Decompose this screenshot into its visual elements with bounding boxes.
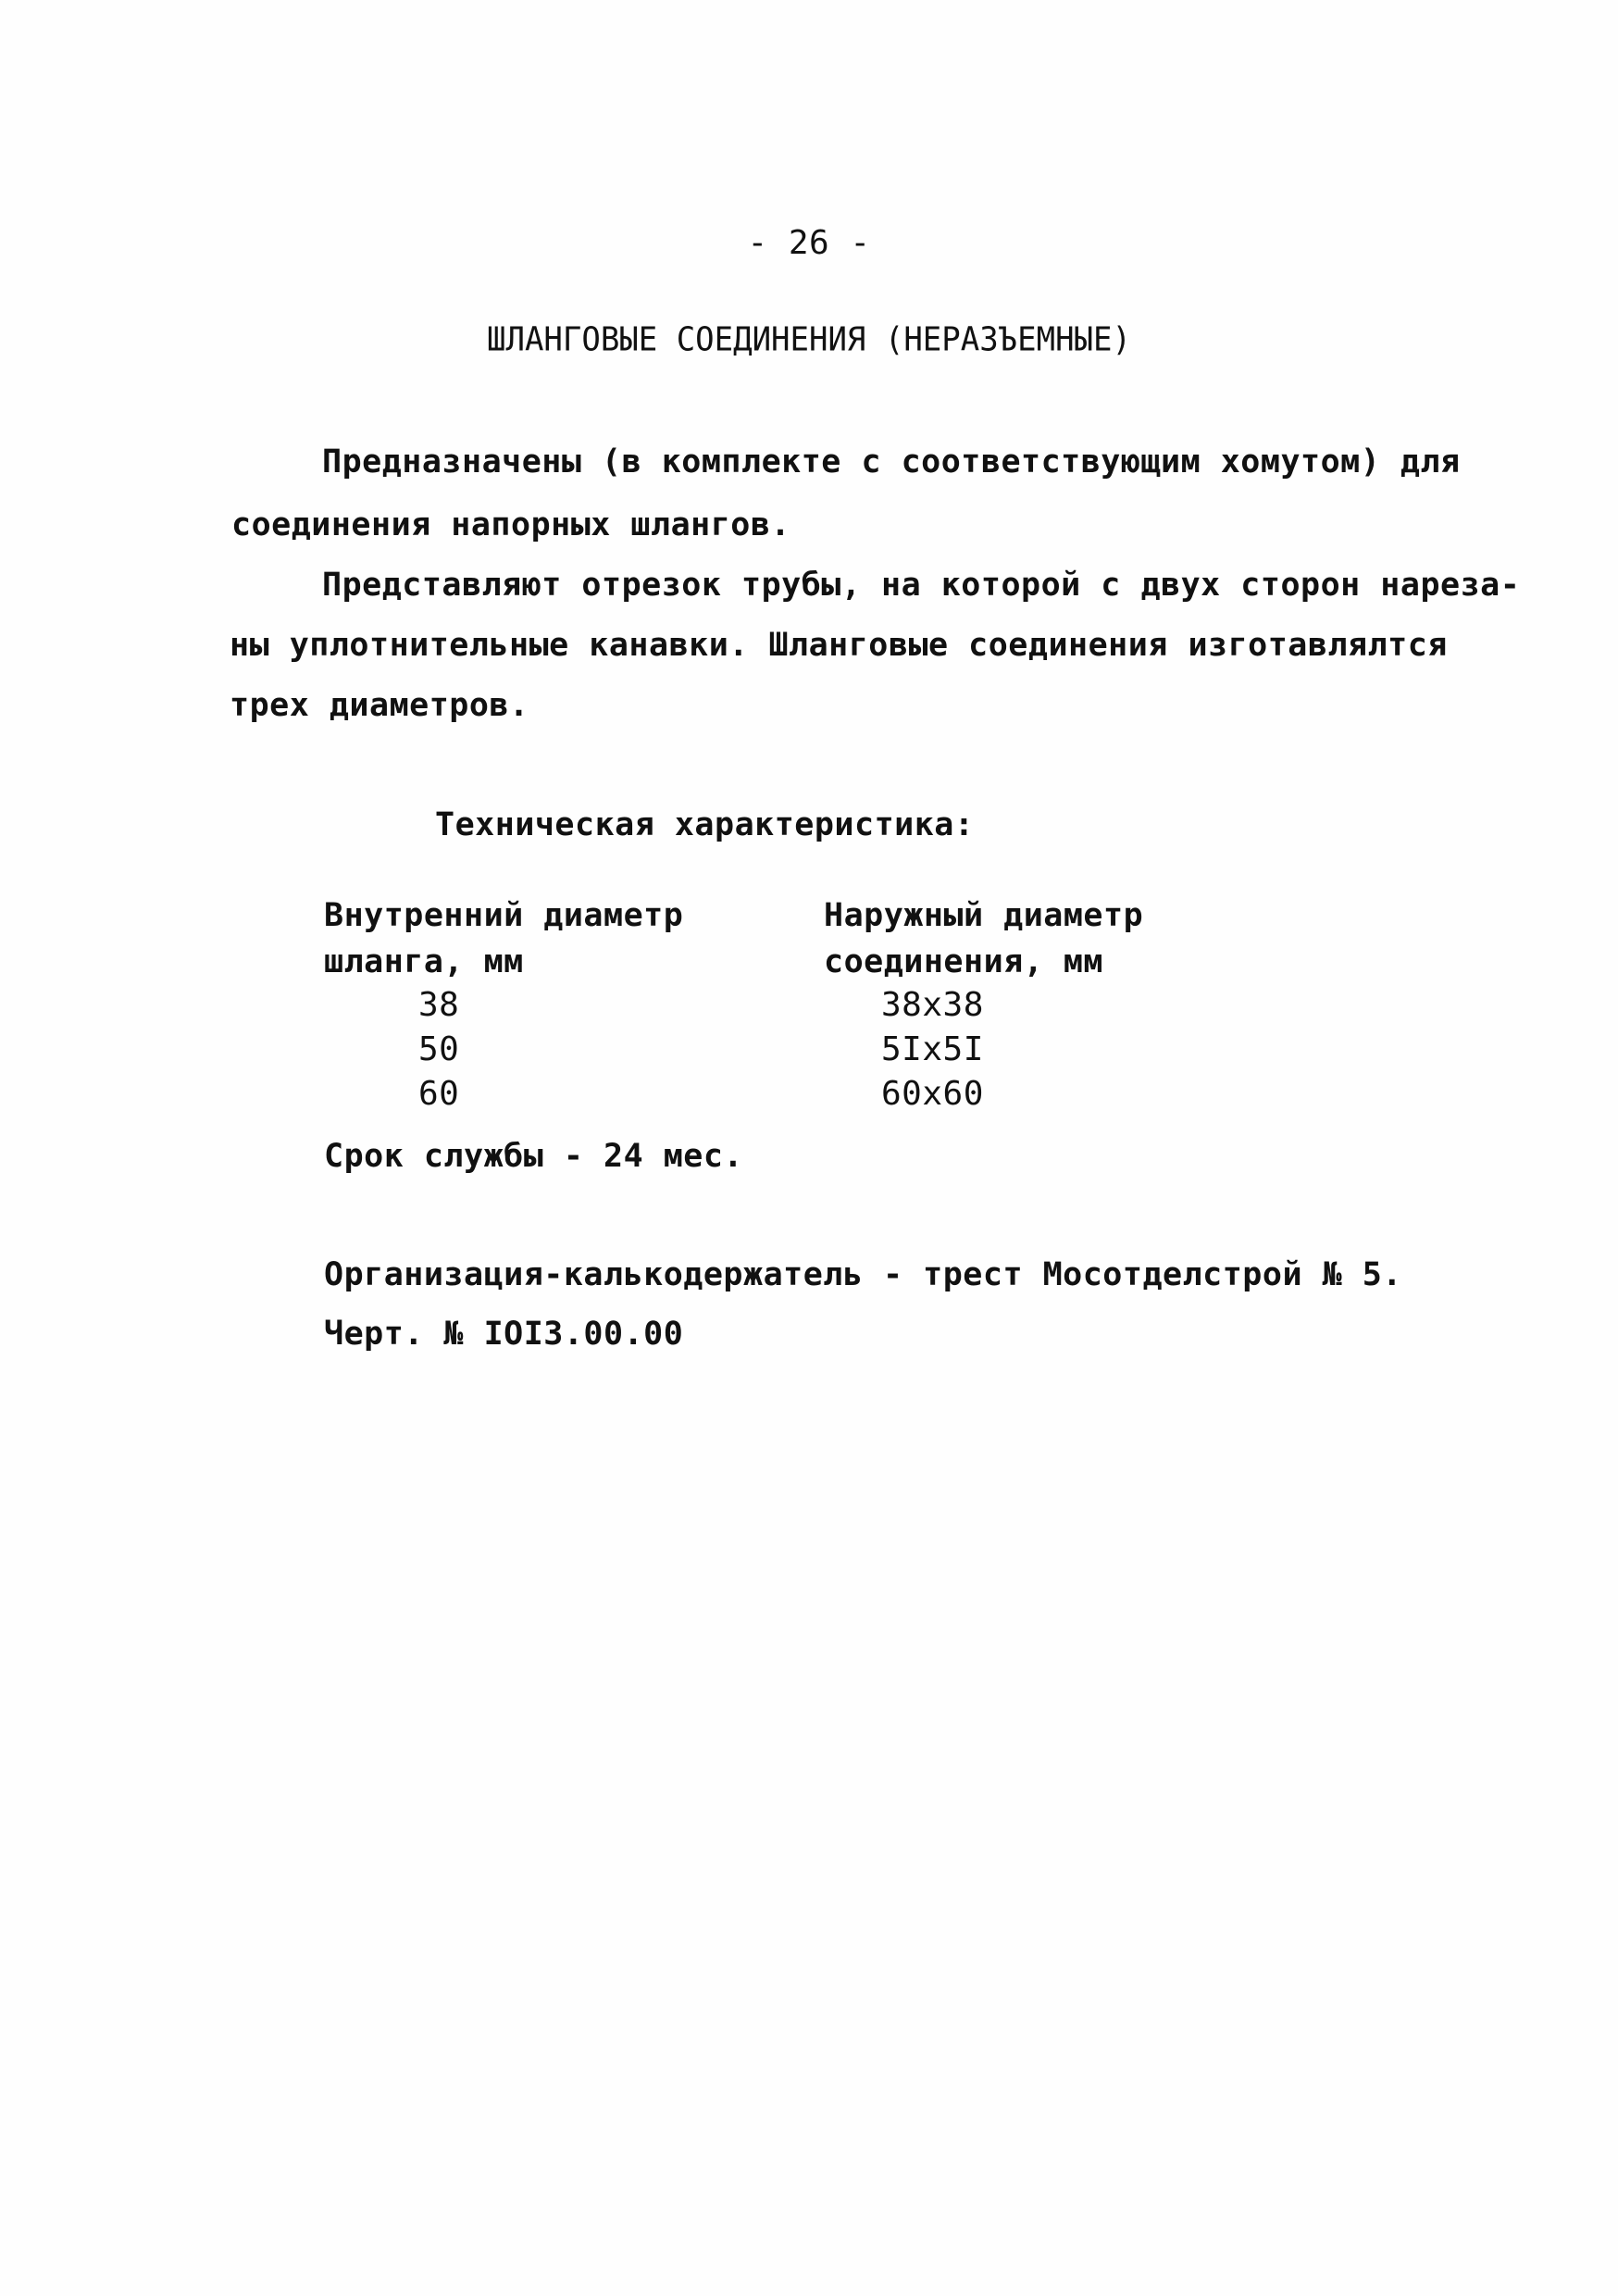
paragraph2-line-2: ны уплотнительные канавки. Шланговые соединения изготавлялтся bbox=[230, 627, 1448, 664]
table-row-2-inner: 50 bbox=[418, 1030, 460, 1068]
section-heading: ШЛАНГОВЫЕ СОЕДИНЕНИЯ (НЕРАЗЪЕМНЫЕ) bbox=[487, 320, 1131, 359]
table-row-3-inner: 60 bbox=[418, 1075, 460, 1113]
drawing-number: Черт. № IOI3.00.00 bbox=[324, 1316, 684, 1353]
table-row-1-outer: 38x38 bbox=[881, 986, 984, 1024]
col1-header-line-2: шланга, мм bbox=[324, 943, 524, 980]
col1-header-line-1: Внутренний диаметр bbox=[324, 897, 684, 934]
paragraph1-line-2: соединения напорных шлангов. bbox=[231, 506, 791, 543]
organization-line: Организация-калькодержатель - трест Мосотделстрой № 5. bbox=[324, 1256, 1402, 1293]
service-life: Срок службы - 24 мес. bbox=[324, 1138, 744, 1175]
spec-title: Техническая характеристика: bbox=[435, 806, 975, 843]
table-row-3-outer: 60x60 bbox=[881, 1075, 984, 1113]
paragraph2-line-3: трех диаметров. bbox=[230, 687, 529, 724]
paragraph1-line-1: Предназначены (в комплекте с соответствующим хомутом) для bbox=[322, 443, 1461, 480]
paragraph2-line-1: Представляют отрезок трубы, на которой с двух сторон нареза- bbox=[322, 567, 1521, 604]
table-row-2-outer: 5Ix5I bbox=[881, 1030, 984, 1068]
page-number: - 26 - bbox=[747, 224, 871, 262]
table-row-1-inner: 38 bbox=[418, 986, 460, 1024]
col2-header-line-2: соединения, мм bbox=[824, 943, 1104, 980]
col2-header-line-1: Наружный диаметр bbox=[824, 897, 1144, 934]
